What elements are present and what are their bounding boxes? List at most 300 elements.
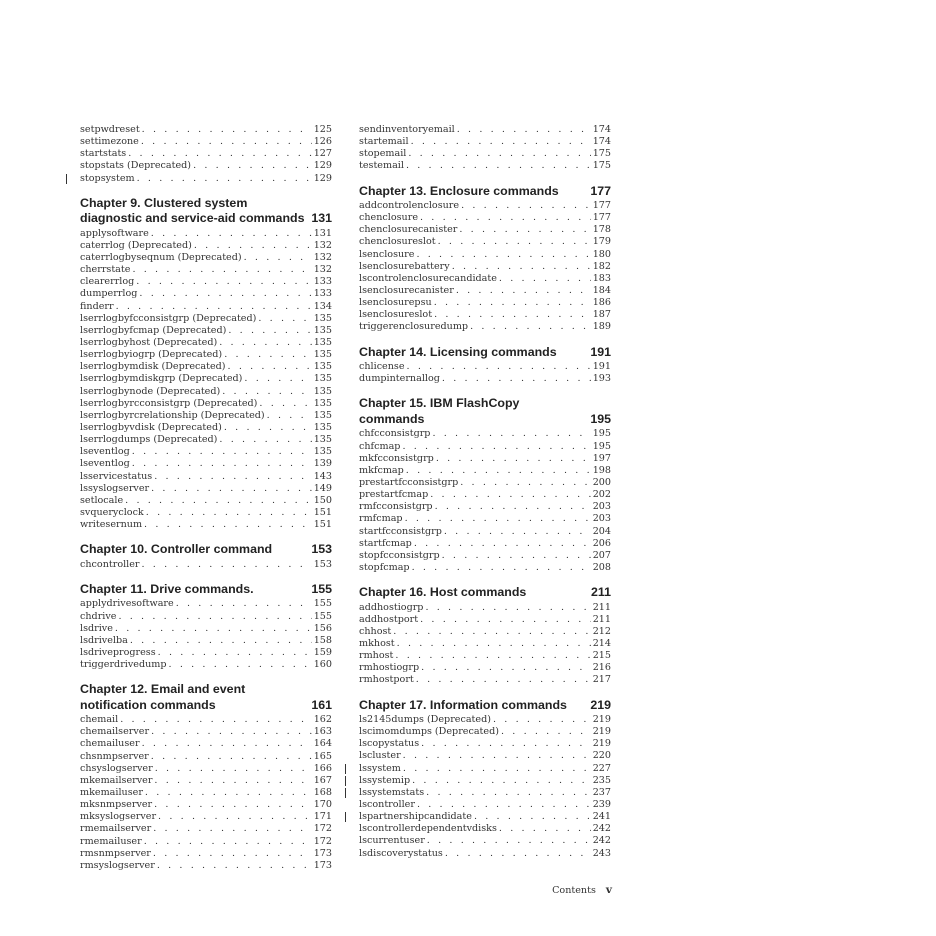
entry-page-number: 235 bbox=[592, 774, 611, 786]
entry-name: rmhost bbox=[359, 650, 394, 662]
entry-page-number: 143 bbox=[313, 470, 332, 482]
toc-entry[interactable] bbox=[80, 228, 332, 240]
footer-label: Contents bbox=[552, 885, 596, 896]
dot-leader bbox=[493, 714, 591, 726]
entry-name: lserrlogbyhost (Deprecated) bbox=[80, 336, 218, 348]
dot-leader bbox=[153, 848, 312, 860]
toc-entry[interactable] bbox=[359, 441, 611, 453]
toc-entry[interactable] bbox=[80, 507, 332, 519]
entry-name: applydrivesoftware bbox=[80, 598, 174, 610]
entry-page-number: 135 bbox=[313, 397, 332, 409]
toc-entry[interactable] bbox=[359, 249, 611, 261]
entry-page-number: 174 bbox=[592, 124, 611, 135]
toc-entry[interactable] bbox=[359, 453, 611, 465]
toc-entry[interactable] bbox=[359, 626, 611, 638]
toc-entry[interactable] bbox=[359, 738, 611, 750]
toc-entry[interactable] bbox=[359, 614, 611, 626]
dot-leader bbox=[244, 252, 312, 264]
toc-entry[interactable] bbox=[80, 787, 332, 799]
entry-page-number: 172 bbox=[313, 835, 332, 847]
dot-leader bbox=[442, 373, 591, 385]
toc-entry[interactable] bbox=[80, 647, 332, 659]
entry-page-number: 135 bbox=[313, 336, 332, 348]
entry-page-number: 211 bbox=[592, 613, 611, 625]
chapter-heading[interactable] bbox=[359, 345, 611, 361]
toc-entry[interactable] bbox=[80, 799, 332, 811]
dot-leader bbox=[132, 264, 311, 276]
entry-name: lssystem bbox=[359, 762, 401, 774]
entry-page-number: 227 bbox=[592, 762, 611, 774]
toc-entry[interactable] bbox=[359, 811, 611, 823]
chapter-heading[interactable] bbox=[359, 184, 611, 200]
dot-leader bbox=[115, 623, 312, 635]
toc-entry[interactable] bbox=[359, 650, 611, 662]
entry-name: triggerenclosuredump bbox=[359, 321, 469, 333]
toc-entry[interactable] bbox=[80, 337, 332, 349]
toc-entry[interactable] bbox=[359, 835, 611, 847]
toc-entry[interactable] bbox=[80, 136, 332, 148]
toc-entry[interactable] bbox=[80, 301, 332, 313]
toc-entry[interactable] bbox=[359, 714, 611, 726]
toc-entry[interactable] bbox=[359, 775, 611, 787]
toc-entry[interactable] bbox=[80, 386, 332, 398]
entry-page-number: 186 bbox=[592, 297, 611, 309]
toc-entry[interactable] bbox=[80, 252, 332, 264]
toc-entry[interactable] bbox=[80, 559, 332, 571]
toc-entry[interactable] bbox=[80, 659, 332, 671]
dot-leader bbox=[444, 526, 591, 538]
toc-entry[interactable] bbox=[80, 635, 332, 647]
entry-page-number: 241 bbox=[592, 811, 611, 823]
dot-leader bbox=[193, 160, 312, 172]
entry-name: rmemailuser bbox=[80, 835, 142, 847]
entry-name: lserrlogdumps (Deprecated) bbox=[80, 434, 218, 446]
entry-name: rmsyslogserver bbox=[80, 859, 155, 871]
entry-name: clearerrlog bbox=[80, 276, 135, 288]
toc-entry[interactable] bbox=[359, 550, 611, 562]
change-bar bbox=[66, 174, 67, 184]
entry-page-number: 139 bbox=[313, 458, 332, 470]
entry-name: triggerdrivedump bbox=[80, 659, 167, 671]
toc-column-left bbox=[80, 124, 332, 872]
toc-column-right bbox=[359, 124, 611, 860]
toc-entry[interactable] bbox=[359, 538, 611, 550]
dot-leader bbox=[425, 602, 590, 614]
chapter-page-number: 219 bbox=[590, 697, 611, 712]
dot-leader bbox=[427, 835, 591, 847]
entry-name: stopfcmap bbox=[359, 561, 410, 573]
toc-entry[interactable] bbox=[80, 495, 332, 507]
entry-name: addcontrolenclosure bbox=[359, 200, 460, 212]
dot-leader bbox=[459, 224, 590, 236]
dot-leader bbox=[499, 273, 591, 285]
entry-page-number: 203 bbox=[592, 501, 611, 513]
entry-name: lsenclosureslot bbox=[359, 309, 433, 321]
toc-entry[interactable] bbox=[359, 212, 611, 224]
entry-name: cherrstate bbox=[80, 264, 131, 276]
dot-leader bbox=[499, 823, 591, 835]
entry-name: lsservicestatus bbox=[80, 470, 153, 482]
toc-entry[interactable] bbox=[359, 562, 611, 574]
toc-entry[interactable] bbox=[80, 836, 332, 848]
chapter-heading[interactable] bbox=[80, 196, 332, 227]
chapter-page-number: 155 bbox=[311, 581, 332, 596]
entry-name: stopstats (Deprecated) bbox=[80, 160, 192, 172]
entry-page-number: 164 bbox=[313, 738, 332, 750]
entry-page-number: 135 bbox=[313, 349, 332, 361]
entry-name: lsenclosurepsu bbox=[359, 297, 432, 309]
entry-name: rmsnmpserver bbox=[80, 847, 151, 859]
dot-leader bbox=[470, 321, 591, 333]
toc-entry[interactable] bbox=[80, 738, 332, 750]
toc-entry[interactable] bbox=[359, 160, 611, 172]
toc-entry[interactable] bbox=[359, 726, 611, 738]
toc-entry[interactable] bbox=[359, 823, 611, 835]
entry-page-number: 132 bbox=[313, 239, 332, 251]
toc-entry[interactable] bbox=[80, 349, 332, 361]
entry-page-number: 163 bbox=[313, 726, 332, 738]
entry-name: stopsystem bbox=[80, 172, 135, 184]
toc-entry[interactable] bbox=[359, 321, 611, 333]
chapter-heading[interactable] bbox=[359, 585, 611, 601]
entry-name: dumperrlog bbox=[80, 288, 138, 300]
dot-leader bbox=[412, 562, 591, 574]
toc-entry[interactable] bbox=[80, 434, 332, 446]
entry-name: setpwdreset bbox=[80, 124, 140, 135]
entry-page-number: 135 bbox=[313, 385, 332, 397]
toc-entry[interactable] bbox=[80, 726, 332, 738]
dot-leader bbox=[132, 446, 312, 458]
entry-page-number: 206 bbox=[592, 537, 611, 549]
toc-entry[interactable] bbox=[359, 285, 611, 297]
toc-entry[interactable] bbox=[359, 489, 611, 501]
chapter-page-number: 153 bbox=[311, 542, 332, 557]
entry-page-number: 158 bbox=[313, 634, 332, 646]
toc-entry[interactable] bbox=[80, 483, 332, 495]
entry-name: writesernum bbox=[80, 519, 143, 531]
toc-entry[interactable] bbox=[80, 519, 332, 531]
entry-name: lsenclosurebattery bbox=[359, 260, 450, 272]
dot-leader bbox=[151, 726, 312, 738]
toc-entry[interactable] bbox=[359, 501, 611, 513]
entry-name: chenclosurecanister bbox=[359, 224, 458, 236]
entry-page-number: 135 bbox=[313, 434, 332, 446]
entry-page-number: 135 bbox=[313, 446, 332, 458]
toc-entry[interactable] bbox=[359, 799, 611, 811]
toc-entry[interactable] bbox=[80, 313, 332, 325]
dot-leader bbox=[194, 240, 312, 252]
entry-name: lssystemip bbox=[359, 774, 411, 786]
entry-name: caterrlog (Deprecated) bbox=[80, 239, 192, 251]
dot-leader bbox=[176, 598, 312, 610]
entry-name: addhostiogrp bbox=[359, 601, 424, 613]
toc-entry[interactable] bbox=[80, 288, 332, 300]
chapter-page-number: 191 bbox=[590, 344, 611, 359]
dot-leader bbox=[151, 751, 312, 763]
entry-page-number: 155 bbox=[313, 610, 332, 622]
dot-leader bbox=[432, 428, 590, 440]
toc-entry[interactable] bbox=[80, 446, 332, 458]
entry-name: rmhostport bbox=[359, 674, 414, 686]
entry-page-number: 132 bbox=[313, 264, 332, 276]
toc-entry[interactable] bbox=[80, 611, 332, 623]
toc-entry[interactable] bbox=[359, 526, 611, 538]
toc-entry[interactable] bbox=[80, 264, 332, 276]
entry-name: chfcmap bbox=[359, 440, 401, 452]
entry-name: testemail bbox=[359, 160, 404, 172]
entry-page-number: 135 bbox=[313, 312, 332, 324]
entry-page-number: 214 bbox=[592, 638, 611, 649]
dot-leader bbox=[445, 848, 591, 860]
toc-entry[interactable] bbox=[359, 148, 611, 160]
dot-leader bbox=[395, 650, 590, 662]
dot-leader bbox=[411, 136, 591, 148]
toc-entry[interactable] bbox=[359, 465, 611, 477]
toc-entry[interactable] bbox=[80, 276, 332, 288]
toc-entry[interactable] bbox=[80, 775, 332, 787]
entry-page-number: 215 bbox=[592, 650, 611, 662]
entry-page-number: 127 bbox=[313, 148, 332, 160]
change-bar bbox=[345, 788, 346, 798]
entry-page-number: 156 bbox=[313, 622, 332, 634]
entry-name: chhost bbox=[359, 625, 392, 637]
toc-entry[interactable] bbox=[359, 373, 611, 385]
dot-leader bbox=[155, 763, 312, 775]
entry-page-number: 131 bbox=[313, 227, 332, 239]
dot-leader bbox=[145, 787, 312, 799]
entry-page-number: 189 bbox=[592, 321, 611, 333]
dot-leader bbox=[414, 538, 591, 550]
toc-entry[interactable] bbox=[80, 458, 332, 470]
toc-entry[interactable] bbox=[359, 309, 611, 321]
dot-leader bbox=[144, 836, 312, 848]
toc-entry[interactable] bbox=[359, 674, 611, 686]
chapter-heading[interactable] bbox=[80, 582, 332, 598]
chapter-title: Chapter 17. Information commands bbox=[359, 697, 567, 712]
dot-leader bbox=[474, 811, 591, 823]
toc-entry[interactable] bbox=[359, 750, 611, 762]
dot-leader bbox=[142, 559, 312, 571]
dot-leader bbox=[116, 301, 312, 313]
toc-entry[interactable] bbox=[359, 787, 611, 799]
toc-entry[interactable] bbox=[359, 136, 611, 148]
entry-name: prestartfcconsistgrp bbox=[359, 476, 459, 488]
toc-entry[interactable] bbox=[80, 410, 332, 422]
toc-entry[interactable] bbox=[359, 848, 611, 860]
entry-page-number: 166 bbox=[313, 762, 332, 774]
dot-leader bbox=[438, 236, 591, 248]
entry-name: rmemailserver bbox=[80, 823, 152, 835]
entry-page-number: 204 bbox=[592, 525, 611, 537]
toc-entry[interactable] bbox=[80, 240, 332, 252]
dot-leader bbox=[144, 519, 312, 531]
footer-page-number: v bbox=[605, 884, 612, 896]
toc-entry[interactable] bbox=[359, 297, 611, 309]
toc-entry[interactable] bbox=[80, 598, 332, 610]
entry-page-number: 175 bbox=[592, 148, 611, 160]
dot-leader bbox=[142, 738, 312, 750]
entry-page-number: 242 bbox=[592, 835, 611, 847]
entry-name: lssyslogserver bbox=[80, 482, 150, 494]
dot-leader bbox=[142, 124, 312, 136]
entry-name: lsdiscoverystatus bbox=[359, 847, 443, 859]
entry-name: rmfcconsistgrp bbox=[359, 501, 433, 513]
entry-name: mksnmpserver bbox=[80, 799, 153, 811]
entry-name: lsenclosure bbox=[359, 248, 415, 260]
entry-page-number: 219 bbox=[592, 714, 611, 726]
entry-page-number: 193 bbox=[592, 373, 611, 385]
entry-name: lseventlog bbox=[80, 446, 130, 458]
entry-name: ls2145dumps (Deprecated) bbox=[359, 714, 491, 726]
entry-page-number: 217 bbox=[592, 674, 611, 686]
dot-leader bbox=[219, 337, 311, 349]
toc-entry[interactable] bbox=[359, 428, 611, 440]
toc-entry[interactable] bbox=[80, 160, 332, 172]
entry-page-number: 155 bbox=[313, 598, 332, 610]
entry-name: chemail bbox=[80, 714, 119, 726]
dot-leader bbox=[137, 173, 312, 185]
chapter-title: Chapter 14. Licensing commands bbox=[359, 344, 557, 359]
chapter-heading[interactable] bbox=[359, 396, 611, 427]
toc-entry[interactable] bbox=[359, 602, 611, 614]
dot-leader bbox=[259, 398, 311, 410]
toc-entry[interactable] bbox=[80, 471, 332, 483]
entry-page-number: 182 bbox=[592, 260, 611, 272]
entry-name: mksyslogserver bbox=[80, 811, 157, 823]
dot-leader bbox=[139, 288, 311, 300]
entry-name: mkfcconsistgrp bbox=[359, 452, 434, 464]
toc-entry[interactable] bbox=[80, 124, 332, 136]
chapter-title: Chapter 16. Host commands bbox=[359, 585, 527, 600]
toc-entry[interactable] bbox=[359, 236, 611, 248]
entry-name: lsenclosurecanister bbox=[359, 285, 454, 297]
entry-page-number: 175 bbox=[592, 160, 611, 172]
toc-entry[interactable] bbox=[80, 148, 332, 160]
dot-leader bbox=[430, 489, 590, 501]
entry-name: lserrlogbyvdisk (Deprecated) bbox=[80, 421, 222, 433]
entry-page-number: 165 bbox=[313, 750, 332, 762]
entry-name: stopfcconsistgrp bbox=[359, 549, 440, 561]
toc-entry[interactable] bbox=[359, 200, 611, 212]
dot-leader bbox=[151, 483, 312, 495]
entry-page-number: 133 bbox=[313, 288, 332, 300]
entry-page-number: 195 bbox=[592, 428, 611, 440]
entry-page-number: 208 bbox=[592, 561, 611, 573]
entry-page-number: 167 bbox=[313, 774, 332, 786]
entry-page-number: 135 bbox=[313, 409, 332, 421]
toc-entry[interactable] bbox=[359, 477, 611, 489]
entry-page-number: 160 bbox=[313, 659, 332, 671]
chapter-heading[interactable] bbox=[359, 698, 611, 714]
dot-leader bbox=[120, 714, 312, 726]
toc-entry[interactable] bbox=[359, 224, 611, 236]
entry-name: rmfcmap bbox=[359, 513, 403, 525]
chapter-heading[interactable] bbox=[80, 542, 332, 558]
entry-page-number: 171 bbox=[313, 811, 332, 823]
entry-name: settimezone bbox=[80, 136, 139, 148]
dot-leader bbox=[434, 297, 591, 309]
entry-name: stopemail bbox=[359, 148, 407, 160]
entry-page-number: 133 bbox=[313, 276, 332, 288]
entry-name: lserrlogbynode (Deprecated) bbox=[80, 385, 221, 397]
toc-entry[interactable] bbox=[80, 361, 332, 373]
toc-entry[interactable] bbox=[80, 860, 332, 872]
toc-entry[interactable] bbox=[359, 662, 611, 674]
toc-entry[interactable] bbox=[80, 173, 332, 185]
dot-leader bbox=[258, 313, 311, 325]
entry-name: sendinventoryemail bbox=[359, 124, 455, 135]
toc-entry[interactable] bbox=[359, 513, 611, 525]
toc-entry[interactable] bbox=[80, 811, 332, 823]
toc-entry[interactable] bbox=[359, 124, 611, 136]
toc-entry[interactable] bbox=[80, 763, 332, 775]
entry-page-number: 219 bbox=[592, 738, 611, 750]
dot-leader bbox=[406, 160, 591, 172]
dot-leader bbox=[154, 799, 312, 811]
entry-name: lsdriveprogress bbox=[80, 646, 156, 658]
entry-page-number: 197 bbox=[592, 452, 611, 464]
dot-leader bbox=[154, 471, 312, 483]
dot-leader bbox=[154, 775, 311, 787]
entry-name: chlicense bbox=[359, 361, 405, 373]
entry-page-number: 173 bbox=[313, 847, 332, 859]
toc-entry[interactable] bbox=[359, 361, 611, 373]
dot-leader bbox=[435, 501, 591, 513]
toc-entry[interactable] bbox=[359, 273, 611, 285]
dot-leader bbox=[403, 763, 591, 775]
toc-entry[interactable] bbox=[359, 261, 611, 273]
toc-entry[interactable] bbox=[359, 763, 611, 775]
dot-leader bbox=[426, 787, 591, 799]
entry-name: rmhostiogrp bbox=[359, 662, 420, 674]
entry-name: addhostport bbox=[359, 613, 419, 625]
toc-entry[interactable] bbox=[359, 638, 611, 650]
entry-page-number: 203 bbox=[592, 513, 611, 525]
entry-name: dumpinternallog bbox=[359, 373, 440, 385]
toc-entry[interactable] bbox=[80, 751, 332, 763]
toc-entry[interactable] bbox=[80, 848, 332, 860]
chapter-page-number: 131 bbox=[311, 211, 332, 226]
entry-name: mkfcmap bbox=[359, 464, 404, 476]
toc-entry[interactable] bbox=[80, 623, 332, 635]
entry-name: svqueryclock bbox=[80, 506, 144, 518]
dot-leader bbox=[397, 638, 591, 650]
entry-page-number: 242 bbox=[592, 823, 611, 835]
entry-page-number: 172 bbox=[313, 823, 332, 835]
entry-name: lserrlogbyfcconsistgrp (Deprecated) bbox=[80, 312, 257, 324]
dot-leader bbox=[169, 659, 312, 671]
entry-page-number: 135 bbox=[313, 373, 332, 385]
dot-leader bbox=[224, 422, 312, 434]
entry-name: chdrive bbox=[80, 610, 117, 622]
entry-name: lscurrentuser bbox=[359, 835, 425, 847]
dot-leader bbox=[501, 726, 591, 738]
entry-page-number: 135 bbox=[313, 324, 332, 336]
toc-entry[interactable] bbox=[80, 325, 332, 337]
toc-entry[interactable] bbox=[80, 398, 332, 410]
chapter-heading[interactable] bbox=[80, 682, 332, 713]
toc-entry[interactable] bbox=[80, 373, 332, 385]
toc-entry[interactable] bbox=[80, 823, 332, 835]
dot-leader bbox=[136, 276, 311, 288]
entry-name: chenclosure bbox=[359, 212, 418, 224]
dot-leader bbox=[267, 410, 312, 422]
toc-entry[interactable] bbox=[80, 422, 332, 434]
dot-leader bbox=[452, 261, 591, 273]
dot-leader bbox=[456, 285, 591, 297]
entry-page-number: 125 bbox=[313, 124, 332, 135]
toc-entry[interactable] bbox=[80, 714, 332, 726]
